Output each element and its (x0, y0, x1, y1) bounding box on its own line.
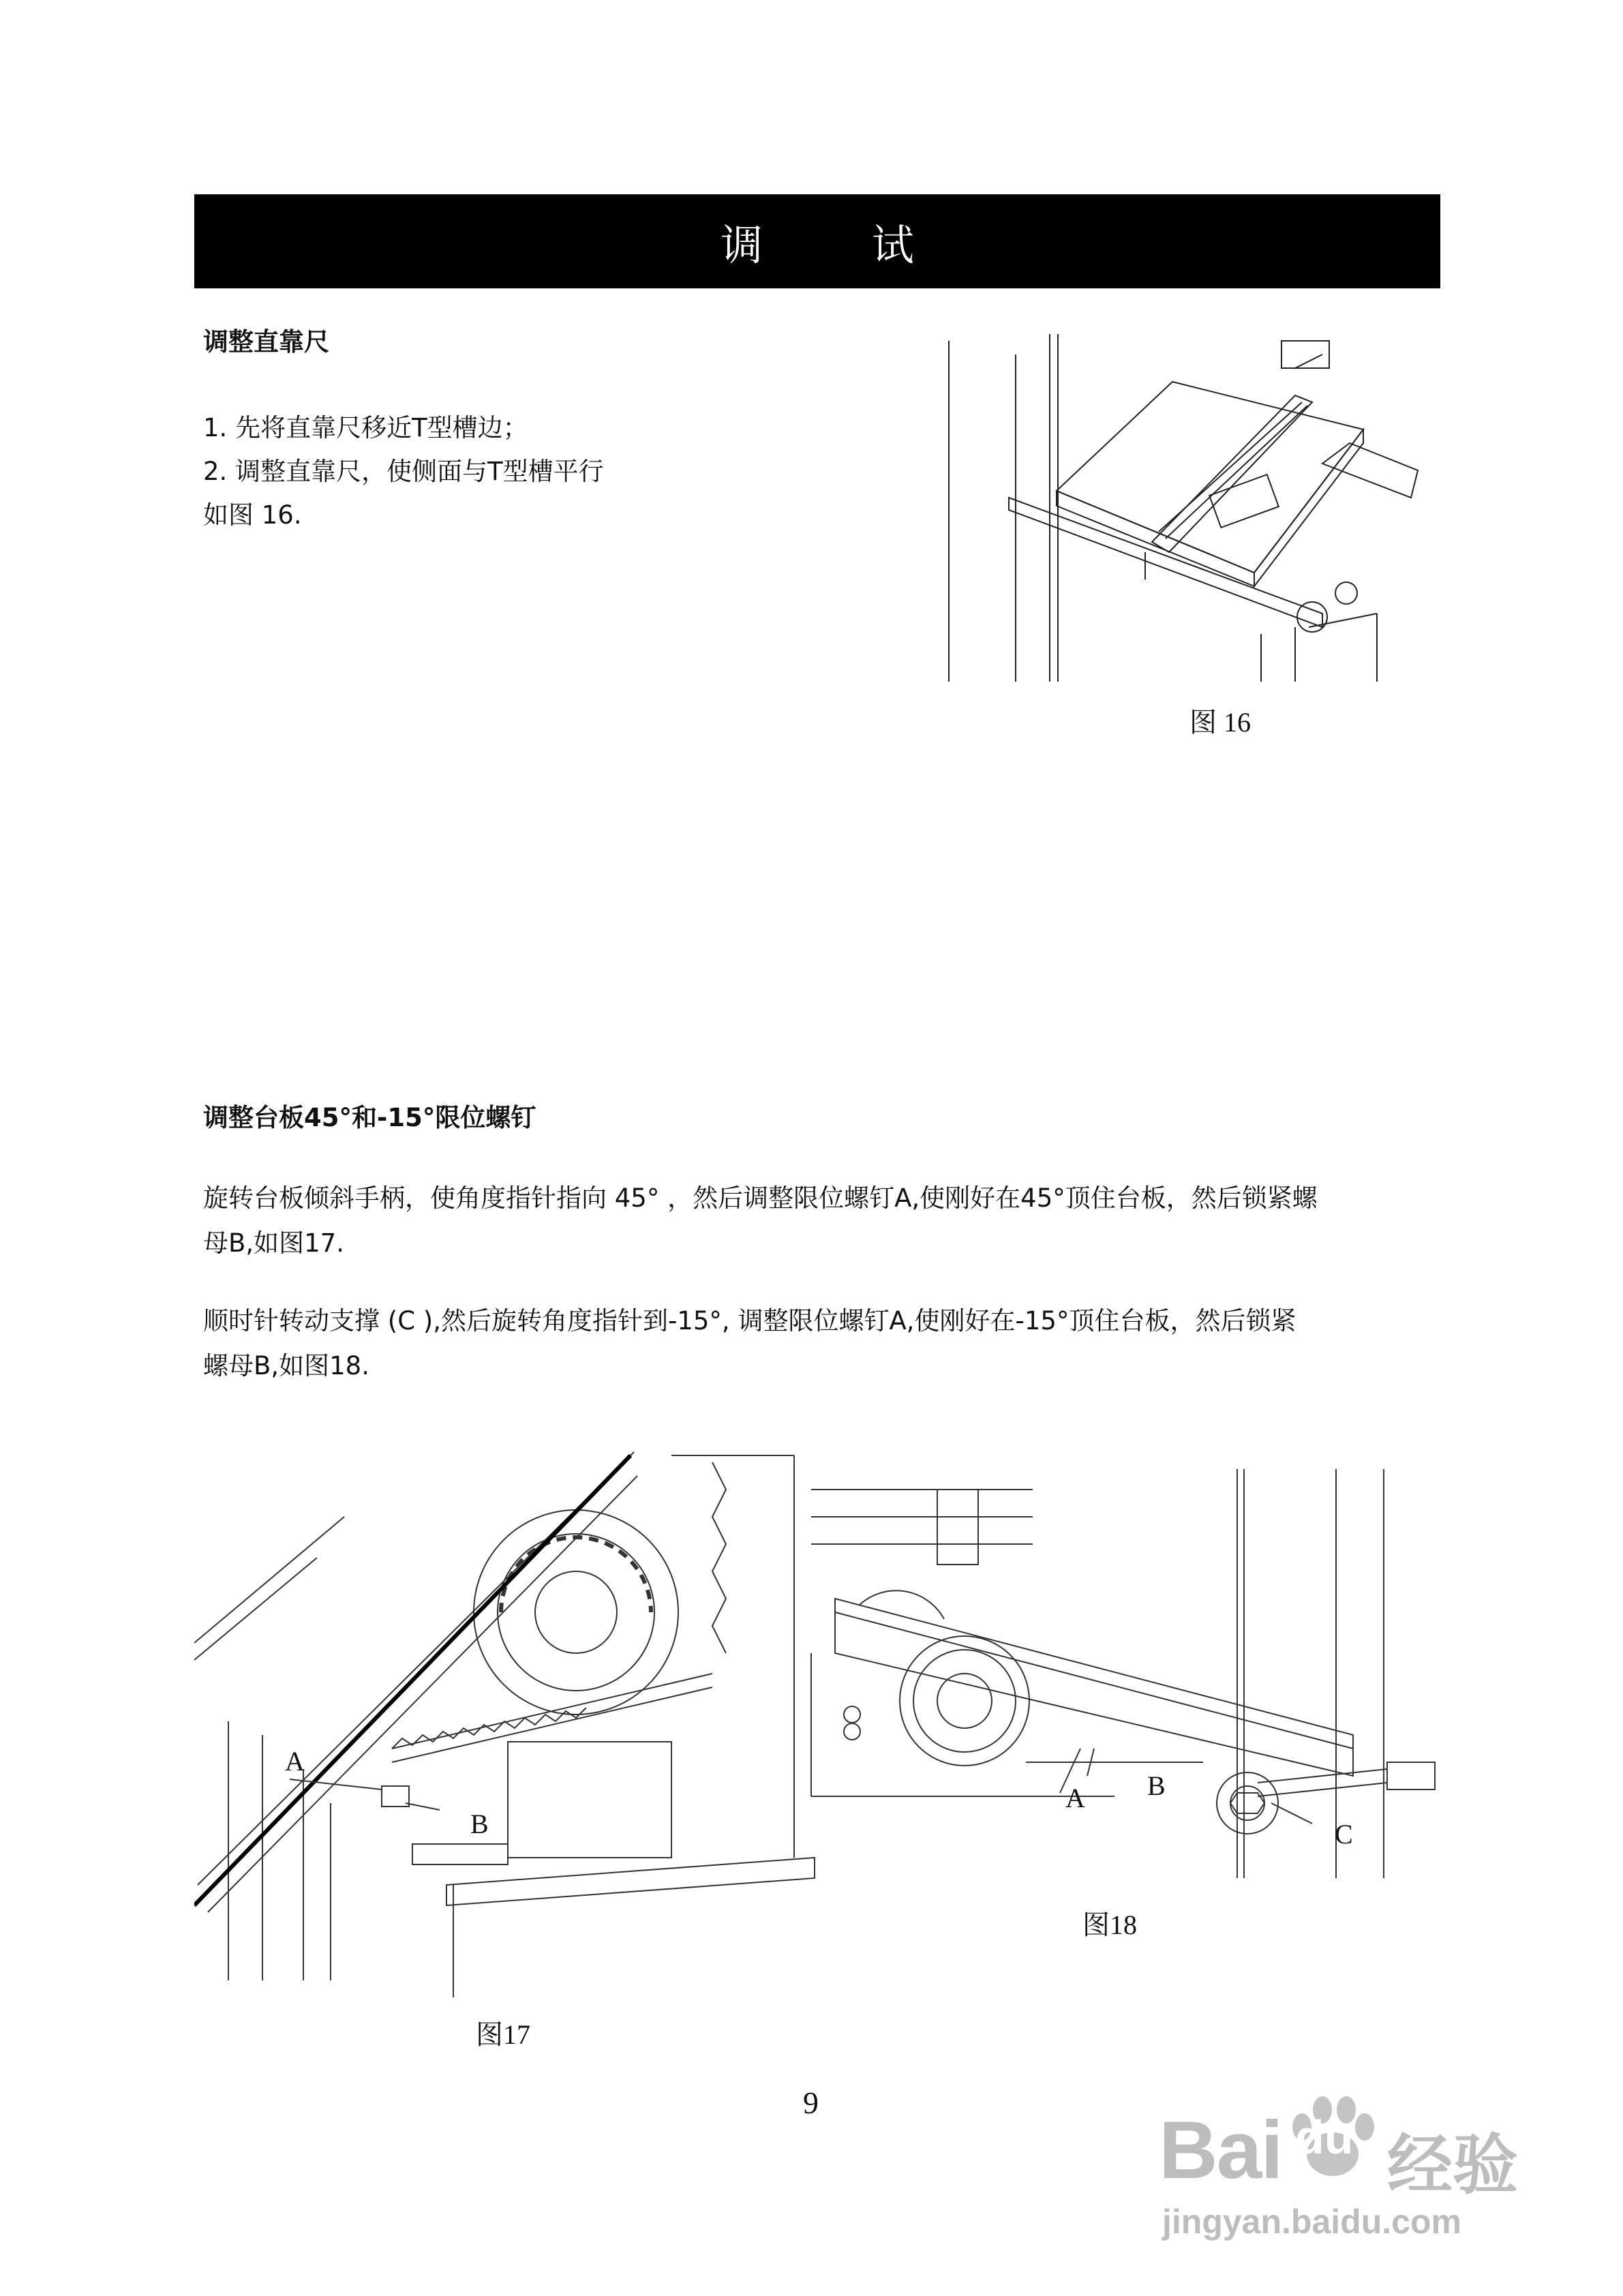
section2-para1-line2: 母B,如图17. (203, 1228, 344, 1258)
watermark-url: jingyan.baidu.com (1162, 2203, 1461, 2241)
figure17-label-a: A (285, 1746, 305, 1777)
section-title: 调 试 (721, 220, 962, 270)
section1-line-1: 1. 先将直靠尺移近T型槽边； (203, 413, 528, 442)
section2-para1-line1: 旋转台板倾斜手柄，使角度指针指向 45° ，然后调整限位螺钉A,使刚好在45°顶住台板，然后锁紧螺 (203, 1183, 1318, 1213)
figure17-caption: 图17 (476, 2019, 530, 2050)
section1-heading: 调整直靠尺 (203, 327, 329, 357)
watermark-brand-cn: 经验 (1387, 2129, 1518, 2202)
figure17-drawing (194, 1449, 821, 2001)
figure18-caption: 图18 (1082, 1909, 1137, 1940)
section-title-banner (194, 194, 1440, 288)
watermark-brand: Bai (1159, 2104, 1282, 2196)
figure16-drawing (941, 327, 1445, 695)
section2-para2-line1: 顺时针转动支撑 (C ),然后旋转角度指针到-15°, 调整限位螺钉A,使刚好在-15°顶住台板，然后锁紧 (203, 1306, 1296, 1335)
section1-line-3: 如图 16. (203, 500, 302, 530)
page-number: 9 (803, 2085, 819, 2120)
figure16-caption: 图 16 (1189, 707, 1251, 738)
watermark-brand-du: du (1295, 2111, 1354, 2164)
figure18-label-c: C (1335, 1819, 1353, 1849)
figure17-label-b: B (470, 1809, 489, 1839)
figure18-label-a: A (1065, 1783, 1085, 1813)
section2-para2-line2: 螺母B,如图18. (203, 1351, 369, 1380)
section2-heading: 调整台板45°和-15°限位螺钉 (203, 1103, 536, 1132)
figure18-label-b: B (1147, 1770, 1166, 1801)
section1-line-2: 2. 调整直靠尺，使侧面与T型槽平行 (203, 457, 604, 486)
